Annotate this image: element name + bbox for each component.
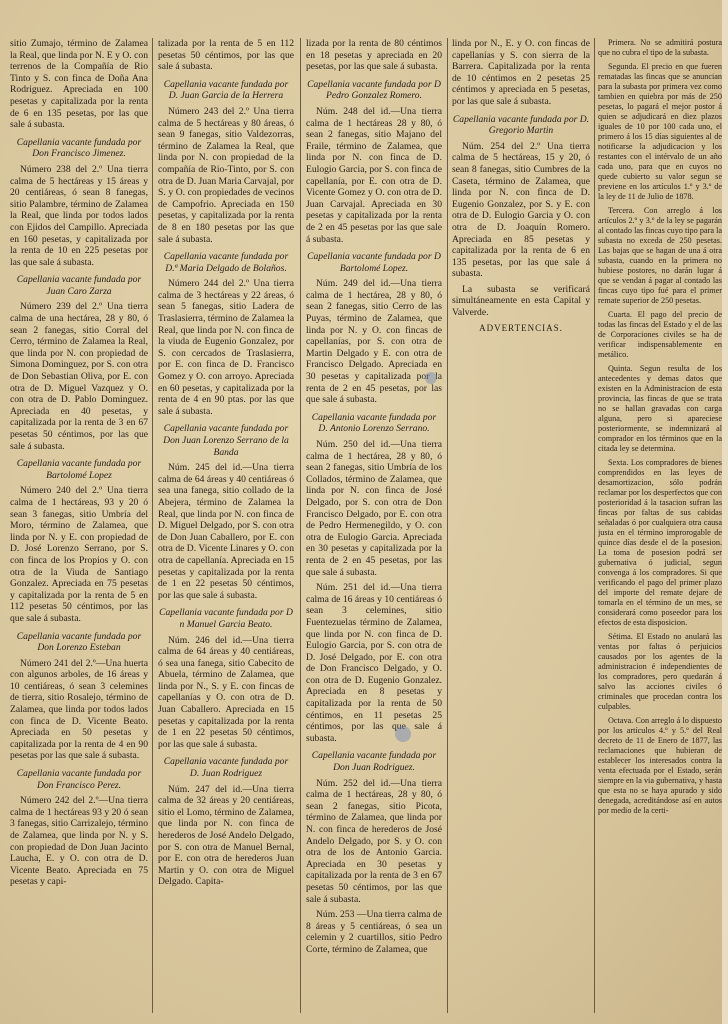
section-heading: Capellania vacante fundada por Don Juan Rodriguez. [311, 750, 437, 774]
paragraph: Segunda. El precio en que fueren rematadas las fincas que se anuncian para la subasta por primera vez como tambien en quiebra por más de 250 pesetas, lo pagará el mejor postor á quien se adjudicará en diez plazos iguales de 10 por 100 cada uno, el primero á los 15 días siguientes al de notificarse la adjudicacion y los restantes con el intérvalo de un año cada uno, para que en cuyos no quede cubierto su valor segun se previene en los artículos 1.º y 3.º de la ley de 11 de Julio de 1878. [598, 62, 722, 201]
section-heading: Capellania vacante fundada por D.ª Maria Delgado de Bolaños. [163, 251, 289, 274]
paragraph: Núm. 249 del id.—Una tierra calma de 1 hectárea, 28 y 80, ó sean 2 fanegas, sitio Cerro de las Puyas, término de Zalamea, que linda por N. y O. con fincas de capellanías, por S. con otra de Martin Delgado y E. con otra de Francisco Delgado. Apreciada en 30 pesetas y capitalizada por la renta de 2 en 45 pesetas, por las que sale á subasta. [306, 278, 442, 406]
paragraph: Núm. 246 del id.—Una tierra calma de 64 áreas y 40 centiáreas, ó sea una fanega, sitio Cabecito de Abuela, término de Zalamea, que linda por N., S. y E. con fincas de capellanías y O. con otra de D. Juan Caballero. Apreciada en 15 pesetas y capitalizada por la renta de 1 en 22 pesetas 50 céntimos, por las que sale á subasta. [158, 634, 294, 750]
paragraph: Cuarta. El pago del precio de todas las fincas del Estado y el de las de Corporaciones civiles se ha de verificar indispensablemente en metálico. [598, 310, 722, 359]
paragraph: lizada por la renta de 80 céntimos en 18 pesetas y apreciada en 20 pesetas, por las que sale á subasta. [306, 38, 442, 73]
page-edge [722, 0, 728, 1024]
paragraph: Núm. 252 del id.—Una tierra calma de 1 hectáreas, 28 y 80, ó sean 2 fanegas, sitio Picota, término de Zalamea, que linda por N. con finca de herederos de José Andelo Delgado, por S. y O. con otra de los de Antonio Garcia. Apreciada en 30 pesetas y capitalizada por la renta de 3 en 67 pesetas 50 céntimos, por las que sale á subasta. [306, 777, 442, 905]
paragraph: Número 244 del 2.º Una tierra calma de 3 hectáreas y 22 áreas, ó sean 5 fanegas, sitio Ladera de Traslasierra, término de Zalamea la Real, que linda por N. con finca de la viuda de Eugenio Gonzalez, por S. con cercados de Traslasierra, por E. con finca de D. Francisco Gomez y O. con arroyo. Apreciada en 60 pesetas, y capitalizada por la renta de 4 en 90 ptas. por las que sale á subasta. [158, 278, 294, 417]
paragraph: La subasta se verificará simultáneamente en esta Capital y Valverde. [452, 283, 590, 319]
paragraph: Núm. 247 del id.—Una tierra calma de 32 áreas y 20 centiáreas, sitio el Lomo, término de Zalamea, que linda por N. con finca de herederos de José Andelo Delgado, por S. con otra de Manuel Bernal, por E. con otra de herederos Juan Martin y O. con otra de Miguel Delgado. Capita- [158, 783, 294, 888]
paragraph: sitio Zumajo, término de Zalamea la Real, que linda por N. E y O. con terrenos de la Compañía de Rio Tinto y S. con finca de Doña Ana Rodriguez. Apreciada en 100 pesetas y capitalizada por la renta de 6 en 135 pesetas, por las que sale á subasta. [10, 38, 148, 131]
paragraph: talizada por la renta de 5 en 112 pesetas 50 céntimos, por las que sale á subasta. [158, 38, 294, 73]
column-2 [158, 38, 294, 1013]
paragraph: Número 240 del 2.º Una tierra calma de 1 hectáreas, 93 y 20 ó sean 3 fanegas, sitio Umbría del Moro, término de Zalamea, que linda por N. y E. con propiedad de D. José Lorenzo Serrano, por S. con finca de los Propios y O. con otra de la Viuda de Santiago Gonzalez. Apreciada en 75 pesetas y capitalizada por la renta de 5 en 112 pesetas 50 céntimos, por las que sale á subasta. [10, 485, 148, 624]
paragraph: Núm. 248 del id.—Una tierra calma de 1 hectáreas 28 y 80, ó sean 2 fanegas, sitio Majano del Fraile, término de Zalamea, que linda por N. con finca de D. Eulogio Garcia, por S. con finca de capellanía, por E. con otra de D. Vicente Gomez y O. con otra de D. Juan Carvajal. Apreciada en 30 pesetas y capitalizada por la renta de 2 en 45 pesetas por las que sale á subasta. [306, 105, 442, 245]
paragraph: Núm. 251 del id.—Una tierra calma de 16 áreas y 10 centiáreas ó sean 3 celemines, sitio Fuentezuelas término de Zalamea, que linda por N. con finca de D. Eulogio Garcia, por S. con otra de D. José Delgado, por E. con otra de Don Francisco Delgado, y O. con otra de D. Eugenio Gonzalez. Apreciada en 8 pesetas y capitalizada por la renta de 50 céntimos, en 11 pesetas 25 céntimos, por las que sale á subasta. [306, 582, 442, 744]
column-1 [10, 38, 148, 1013]
paragraph: Sétima. El Estado no anulará las ventas por faltas ó perjuicios causados por los agentes de la administracion é independientes de los compradores, pero quedarán á salvo las acciones civiles ó criminales que procedan contra los culpables. [598, 632, 722, 711]
paragraph: Núm. 253 —Una tierra calma de 8 áreas y 5 centiáreas, ó sea un celemin y 2 cuartillos, sitio Pedro Corte, término de Zalamea, que [306, 909, 442, 955]
column-rule [594, 38, 595, 1013]
paragraph: Núm. 250 del id.—Una tierra calma de 1 hectárea, 28 y 80, ó sean 2 fanegas, sitio Umbría de los Collados, término de Zalamea, que linda por N. con finca de José Delgado, por S. con otra de Don Francisco Delgado, por E. con otra de Pedro Hermenegildo, y O. con otra de Eulogio Garcia. Apreciada en 30 pesetas y capitalizada por la renta de 2 en 45 pesetas, por las que sale á subasta. [306, 439, 442, 578]
column-rule [152, 38, 153, 1013]
paragraph: linda por N., E. y O. con fincas de capellanías y S. con sierra de la Barrera. Capitalizada por la renta de 10 céntimos en 2 pesetas 25 céntimos y apreciada en 5 pesetas, por las que sale á subasta. [452, 38, 590, 107]
section-heading: Capellania vacante fundada por Bartolomé Lopez [16, 458, 142, 481]
section-heading: Capellania vacante fundada por D. Gregorio Martin [452, 113, 590, 137]
column-rule [300, 38, 301, 1013]
section-heading: Capellania vacante fundada por Don Francisco Perez. [16, 768, 142, 791]
paragraph: Número 239 del 2.º Una tierra calma de una hectárea, 28 y 80, ó sean 2 fanegas, sitio Corral del Cerro, término de Zalamea la Real, que linda por N. con propiedad de Simona Dominguez, por S. con otra de Don Sebastian Oliva, por E. con otra de D. Miguel Vazquez y O. con otra de D. Pablo Dominguez. Apreciada en 40 pesetas, y capitalizada por la renta de 3 en 67 pesetas 50 céntimos, por las que sale á subasta. [10, 301, 148, 452]
paragraph: Número 242 del 2.º—Una tierra calma de 1 hectáreas 93 y 20 ó sean 3 fanegas, sitio Carrizalejo, término de Zalamea, que linda por N. y S. con propiedad de Don Juan Jacinto Laucha, E. y O. con otra de D. Vicente Beato. Apreciada en 75 pesetas y capi- [10, 795, 148, 888]
paragraph: Número 241 del 2.º—Una huerta con algunos arboles, de 16 áreas y 10 centiáreas, ó sean 3 celemines de tierra, sitio Rosalejo, término de Zalamea, que linda por todos lados con finca de D. Vicente Beato. Apreciada en 50 pesetas y capitalizada por la renta de 4 en 90 pesetas por las que sale á subasta. [10, 657, 148, 762]
column-3 [306, 38, 442, 1013]
section-heading: Capellania vacante fundada por Don Juan Lorenzo Serrano de la Banda [163, 423, 289, 458]
paragraph: Número 243 del 2.º Una tierra calma de 5 hectáreas y 80 áreas, ó sean 9 fanegas, sitio Valdezorras, término de Zalamea la Real, que linda por N. con propiedad de la compañía de Rio-Tinto, por S. con otra de D. Juan Maria Carvajal, por S. y O. con propiedades de vecinos de Campofrio. Apreciada en 150 pesetas, y capitalizada por la renta de 8 en 180 pesetas por las que sale á subasta. [158, 105, 294, 245]
paragraph: Número 238 del 2.º Una tierra calma de 5 hectáreas y 15 áreas y 20 centiáreas, ó sean 8 fanegas, sitio Palambre, término de Zalamea la Real, que linda por todos lados con Ejidos del Campillo. Apreciada en 160 pesetas, y capitalizada por la renta de 10 en 225 pesetas por las que sale á subasta. [10, 163, 148, 268]
paragraph: Octava. Con arreglo á lo dispuesto por los artículos 4.º y 5.º del Real decreto de 11 de Enero de 1877, las reclamaciones que hubieran de establecer los interesados contra la venta efectuada por el Estado, serán siempre en la via gubernativa, y hasta que esta no se haya apurado y sido denegada, acreditándose así en autos por medio de la certi- [598, 716, 722, 815]
column-4 [452, 38, 590, 1013]
paragraph: Quinta. Segun resulta de los antecedentes y demas datos que existen en la Administracion de esta provincia, las fincas de que se trata no se hallan gravadas con carga alguna, pero si apareciese posteriormente, se indemnizará al comprador en los términos que en la citada ley se determina. [598, 364, 722, 453]
ink-stamp-mark [425, 372, 437, 384]
section-heading: Capellania vacante fundada por D n Manuel Garcia Beato. [159, 607, 293, 630]
section-heading: Capellania vacante fundada por Don Lorenzo Esteban [16, 630, 142, 654]
ink-stamp-mark [395, 726, 411, 742]
section-title: ADVERTENCIAS. [479, 322, 563, 333]
section-heading: Capellania vacante fundada por D Bartolomé Lopez. [307, 251, 441, 274]
column-5 [598, 38, 722, 1013]
paragraph: Núm. 245 del id.—Una tierra calma de 64 áreas y 40 centiáreas ó sea una fanega, sitio collado de la Abejera, término de Zalamea la Real, que linda por N. con finca de D. Miguel Delgado, por S. con otra de Don Juan Caballero, por E. con otra de D. Vicente Linares y O. con otra de capellanía. Apreciada en 15 pesetas y capitalizada por la renta de 1 en 22 pesetas 50 céntimos, por las que sale á subasta. [158, 462, 294, 601]
section-heading: Capellania vacante fundada por D. Antonio Lorenzo Serrano. [311, 411, 437, 435]
section-heading: Capellania vacante fundada por D. Juan Rodriguez [163, 756, 289, 780]
section-heading: Capellania vacante fundada por D. Juan Garcia de la Herrera [163, 78, 289, 102]
column-rule [447, 38, 448, 1013]
section-heading: Capellania vacante fundada por Don Francisco Jimenez. [16, 136, 142, 160]
paragraph: Núm. 254 del 2.º Una tierra calma de 5 hectáreas, 15 y 20, ó sean 8 fanegas, sitio Cumbres de la Caseta, término de Zalamea, que linda por N. con finca de D. Eugenio Gonzalez, por S. y E. con otra de D. Eulogio Garcia y O. con otra de D. Joaquín Romero. Apreciada en 85 pesetas y capitalizada por la renta de 6 en 135 pesetas, por las que sale á subasta. [452, 140, 590, 280]
paragraph: Tercera. Con arreglo á los artículos 2.º y 3.º de la ley se pagarán al contado las fincas cuyo tipo para la subasta no exceda de 250 pesetas. Las bajas que se hagan de una á otra subasta, cuando en la primera no hubiese postores, no darán lugar á que se vendan á pagar al contado las fincas cuyo tipo fué para el primer remate superior de 250 pesetas. [598, 206, 722, 305]
section-heading: Capellania vacante fundada por Juan Caro Zarza [16, 274, 142, 297]
paragraph: Primera. No se admitirá postura que no cubra el tipo de la subasta. [598, 38, 722, 57]
section-heading: Capellania vacante fundada por D Pedro Gonzalez Romero. [307, 78, 441, 102]
paragraph: Sexta. Los compradores de bienes comprendidos en las leyes de desamortizacion, sólo podrán reclamar por los desperfectos que con posterioridad á la tasacion sufran las fincas por faltas de sus cabidas señaladas ó por cualquiera otra causa justa en el término improrogable de quince días desde el de la posesion. La toma de posesion podrá ser gubernativa ó judicial, segun convenga á los compradores. Si que verificando el pago del primer plazo del importe del remate dejare de tomarla en el término de un mes, se considerará como poseedor para los efectos de esta disposicion. [598, 458, 722, 627]
